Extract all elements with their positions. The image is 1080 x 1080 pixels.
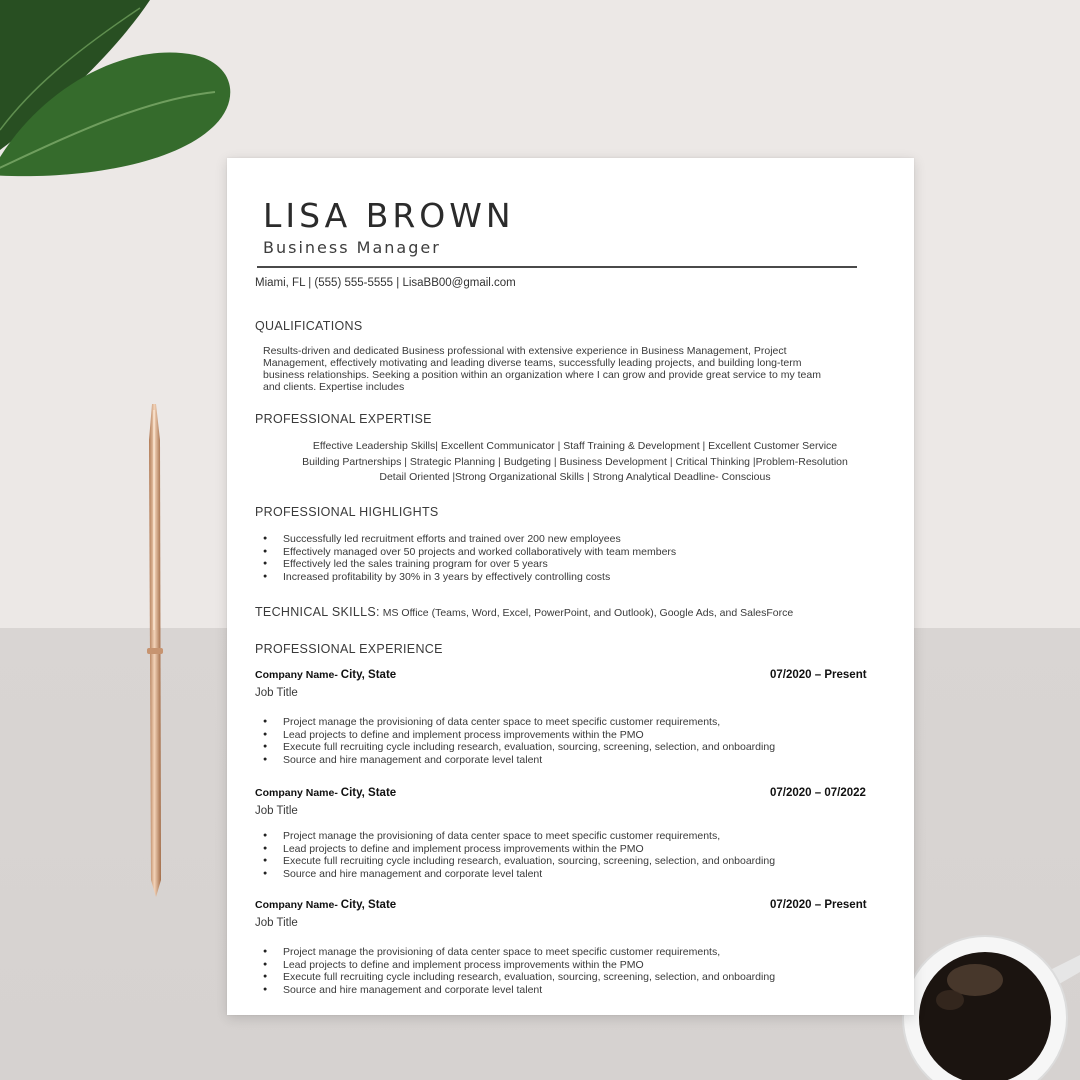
company-name [255,787,396,799]
list-item: ● Lead projects to define and implement process improvements within the PMO [263,729,775,742]
resume-page [227,158,914,1015]
qualifications-line: business relationships. Seeking a position within an organization where I can grow and provide great service to my team [263,369,821,381]
job-duties-list [263,716,775,767]
qualifications-heading: QUALIFICATIONS [255,319,363,333]
job-duties-list [263,830,775,881]
list-item: ● Execute full recruiting cycle including research, evaluation, sourcing, screening, selection, and onboarding [263,855,775,868]
list-item: ● Source and hire management and corporate level talent [263,984,775,997]
expertise-line: Building Partnerships | Strategic Planning | Budgeting | Business Development | Critical Thinking |Problem-Resolution [302,456,848,468]
leaf-decoration [0,0,240,190]
list-item: ● Project manage the provisioning of data center space to meet specific customer requirements, [263,716,775,729]
technical-skills-label: TECHNICAL SKILLS: [255,605,380,619]
technical-skills [255,605,793,619]
resume-name: LISA BROWN [263,196,515,235]
company-name [255,669,396,681]
list-item: ● Effectively managed over 50 projects and worked collaboratively with team members [263,546,676,559]
company-label: Company Name- [255,669,338,681]
employment-dates: 07/2020 – Present [770,669,867,681]
job-title: Job Title [255,917,298,929]
list-item: ● Source and hire management and corporate level talent [263,754,775,767]
pen-decoration [138,400,174,900]
list-item: ● Execute full recruiting cycle including research, evaluation, sourcing, screening, selection, and onboarding [263,971,775,984]
qualifications-text [263,345,873,393]
job-title: Job Title [255,805,298,817]
list-item: ● Lead projects to define and implement process improvements within the PMO [263,959,775,972]
list-item: ● Source and hire management and corporate level talent [263,868,775,881]
highlights-list [263,533,676,584]
qualifications-line: Management, effectively motivating and leading diverse teams, successfully leading projects, and building long-term [263,357,802,369]
list-item: ● Successfully led recruitment efforts and trained over 200 new employees [263,533,676,546]
employment-dates: 07/2020 – 07/2022 [770,787,866,799]
expertise-line: Detail Oriented |Strong Organizational Skills | Strong Analytical Deadline- Conscious [379,471,771,483]
job-duties-list [263,946,775,997]
list-item: ● Effectively led the sales training program for over 5 years [263,558,676,571]
company-label: Company Name- [255,787,338,799]
list-item: ● Project manage the provisioning of data center space to meet specific customer requirements, [263,830,775,843]
technical-skills-text: MS Office (Teams, Word, Excel, PowerPoint, and Outlook), Google Ads, and SalesForce [382,607,794,619]
company-label: Company Name- [255,899,338,911]
list-item: ● Increased profitability by 30% in 3 years by effectively controlling costs [263,571,676,584]
expertise-heading: PROFESSIONAL EXPERTISE [255,412,432,426]
employment-dates: 07/2020 – Present [770,899,867,911]
contact-info: Miami, FL | (555) 555-5555 | LisaBB00@gmail.com [255,277,516,289]
header-divider [257,266,857,268]
experience-heading: PROFESSIONAL EXPERIENCE [255,642,443,656]
company-location: City, State [340,899,397,911]
list-item: ● Project manage the provisioning of data center space to meet specific customer requirements, [263,946,775,959]
job-title: Job Title [255,687,298,699]
list-item: ● Execute full recruiting cycle including research, evaluation, sourcing, screening, selection, and onboarding [263,741,775,754]
resume-job-title: Business Manager [263,238,441,257]
company-location: City, State [340,787,397,799]
expertise-line: Effective Leadership Skills| Excellent Communicator | Staff Training & Development | Excellent Customer Service [312,440,838,452]
highlights-heading: PROFESSIONAL HIGHLIGHTS [255,505,439,519]
qualifications-line: and clients. Expertise includes [263,381,405,393]
qualifications-line: Results-driven and dedicated Business professional with extensive experience in Business Management, Project [263,345,787,357]
company-location: City, State [340,669,397,681]
company-name [255,899,396,911]
list-item: ● Lead projects to define and implement process improvements within the PMO [263,843,775,856]
